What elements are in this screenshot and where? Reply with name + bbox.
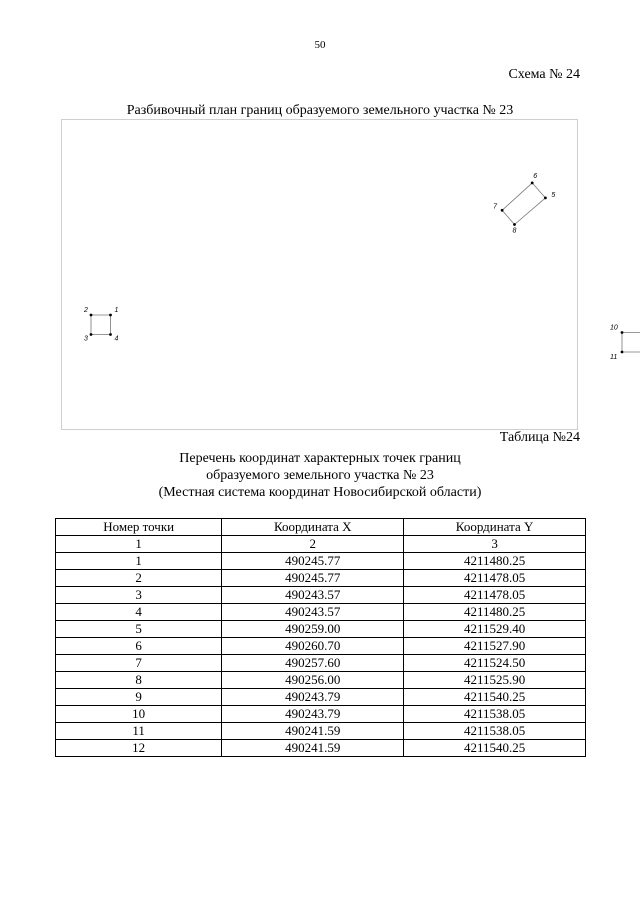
cell-coordinate-y: 4211540.25 <box>404 740 586 757</box>
table-row <box>56 587 586 604</box>
cell-point-number: 2 <box>56 570 222 587</box>
boundary-point-10 <box>621 331 624 334</box>
cell-coordinate-y: 4211529.40 <box>404 621 586 638</box>
page-number: 50 <box>314 39 326 51</box>
table-row <box>56 655 586 672</box>
cell-coordinate-y: 4211478.05 <box>404 570 586 587</box>
cell-coordinate-x: 490241.59 <box>222 723 404 740</box>
parcel-boundary <box>91 315 111 335</box>
cell-coordinate-x: 490256.00 <box>222 672 404 689</box>
cell-point-number: 3 <box>56 587 222 604</box>
column-number-row <box>56 536 586 553</box>
table-row <box>56 570 586 587</box>
cell-point-number: 5 <box>56 621 222 638</box>
header-point-number: Номер точки <box>56 519 222 536</box>
list-title-line: Перечень координат характерных точек границ <box>179 451 461 466</box>
cell-coordinate-x: 490243.57 <box>222 587 404 604</box>
cell-coordinate-y: 4211478.05 <box>404 587 586 604</box>
cell-coordinate-x: 490243.79 <box>222 706 404 723</box>
parcel-boundary <box>622 333 640 353</box>
boundary-point-1 <box>109 314 112 317</box>
boundary-point-6 <box>531 182 534 185</box>
cell-point-number: 12 <box>56 740 222 757</box>
column-number: 3 <box>404 536 586 553</box>
boundary-point-3 <box>90 333 93 336</box>
boundary-point-5 <box>544 197 547 200</box>
cell-coordinate-x: 490257.60 <box>222 655 404 672</box>
point-label-11: 11 <box>610 354 618 361</box>
header-coordinate-y: Координата Y <box>404 519 586 536</box>
cell-coordinate-x: 490241.59 <box>222 740 404 757</box>
point-label-6: 6 <box>533 172 538 180</box>
column-number: 1 <box>56 536 222 553</box>
cell-coordinate-y: 4211538.05 <box>404 706 586 723</box>
table-row <box>56 604 586 621</box>
cell-point-number: 6 <box>56 638 222 655</box>
cell-coordinate-x: 490260.70 <box>222 638 404 655</box>
cell-point-number: 11 <box>56 723 222 740</box>
cell-coordinate-y: 4211480.25 <box>404 604 586 621</box>
point-label-7: 7 <box>493 203 498 211</box>
cell-coordinate-y: 4211480.25 <box>404 553 586 570</box>
table-row <box>56 621 586 638</box>
cell-coordinate-x: 490243.57 <box>222 604 404 621</box>
boundary-plan <box>61 119 618 430</box>
point-label-2: 2 <box>84 307 88 314</box>
cell-coordinate-x: 490245.77 <box>222 553 404 570</box>
boundary-plan-drawing <box>62 120 618 431</box>
header-coordinate-x: Координата X <box>222 519 404 536</box>
list-title-line: образуемого земельного участка № 23 <box>206 468 434 483</box>
table-label: Таблица №24 <box>499 430 580 445</box>
point-label-4: 4 <box>114 335 119 343</box>
cell-coordinate-x: 490243.79 <box>222 689 404 706</box>
point-label-5: 5 <box>551 191 556 199</box>
table-row <box>56 672 586 689</box>
cell-coordinate-y: 4211527.90 <box>404 638 586 655</box>
table-row <box>56 723 586 740</box>
cell-coordinate-y: 4211540.25 <box>404 689 586 706</box>
point-label-8: 8 <box>512 227 517 235</box>
cell-point-number: 7 <box>56 655 222 672</box>
cell-coordinate-y: 4211525.90 <box>404 672 586 689</box>
coordinates-table <box>55 518 586 757</box>
column-number: 2 <box>222 536 404 553</box>
coordinates-list-title <box>0 450 640 501</box>
table-row <box>56 689 586 706</box>
point-label-3: 3 <box>84 335 88 343</box>
table-row <box>56 553 586 570</box>
boundary-point-4 <box>109 333 112 336</box>
boundary-point-8 <box>513 223 516 226</box>
list-title-line: (Местная система координат Новосибирской области) <box>158 485 482 500</box>
plan-title: Разбивочный план границ образуемого земельного участка № 23 <box>126 103 514 118</box>
boundary-point-2 <box>90 314 93 317</box>
boundary-point-11 <box>621 351 624 354</box>
parcel-boundary <box>502 183 545 225</box>
table-row <box>56 740 586 757</box>
cell-point-number: 9 <box>56 689 222 706</box>
cell-coordinate-y: 4211538.05 <box>404 723 586 740</box>
scheme-label: Схема № 24 <box>508 67 580 82</box>
coordinates-table-body <box>56 553 586 757</box>
cell-coordinate-x: 490245.77 <box>222 570 404 587</box>
table-header-row <box>56 519 586 536</box>
cell-point-number: 10 <box>56 706 222 723</box>
cell-point-number: 4 <box>56 604 222 621</box>
table-row <box>56 638 586 655</box>
boundary-point-7 <box>501 209 504 212</box>
point-label-1: 1 <box>114 307 119 314</box>
cell-point-number: 1 <box>56 553 222 570</box>
point-label-10: 10 <box>610 324 618 332</box>
cell-coordinate-y: 4211524.50 <box>404 655 586 672</box>
cell-point-number: 8 <box>56 672 222 689</box>
cell-coordinate-x: 490259.00 <box>222 621 404 638</box>
table-row <box>56 706 586 723</box>
